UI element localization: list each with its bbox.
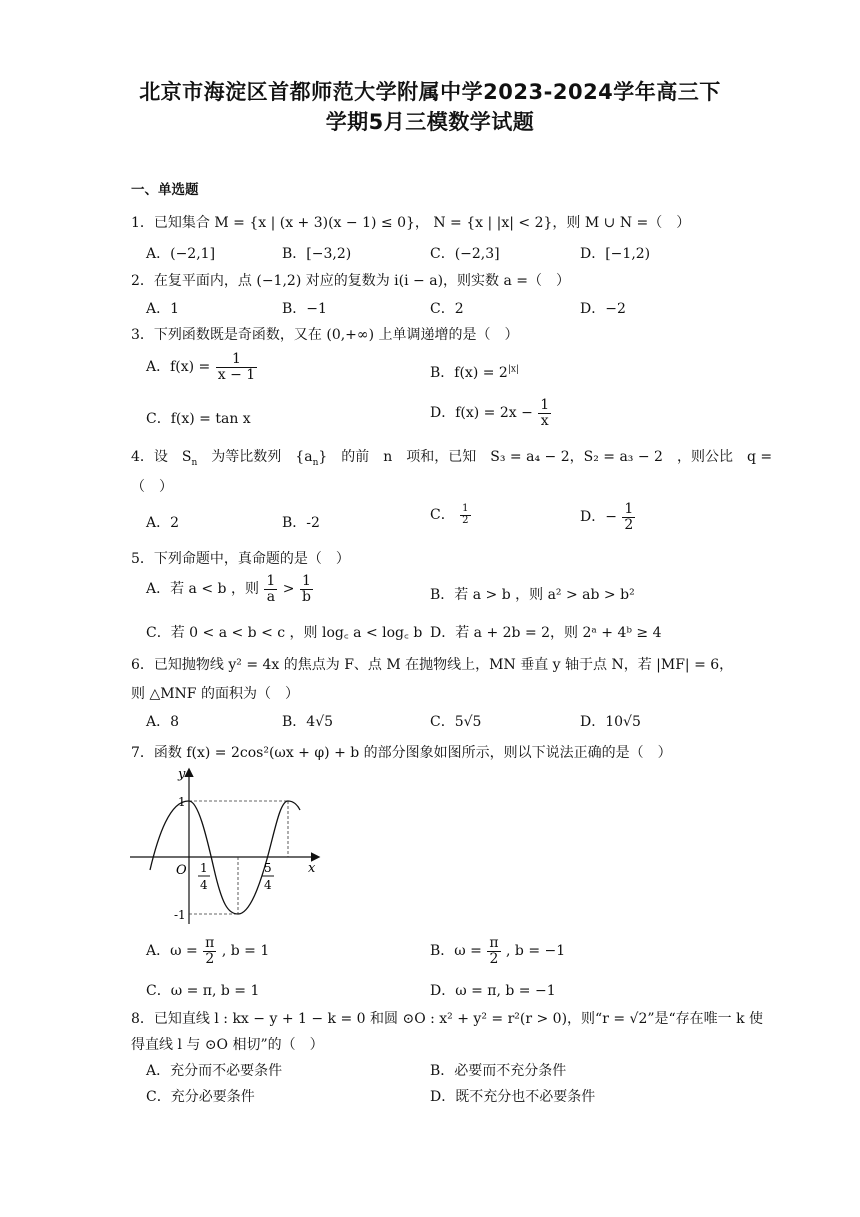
question-5-stem: 5．下列命题中，真命题的是（ ）	[131, 551, 350, 567]
q5-option-a-numerator-1: 1	[266, 573, 276, 589]
q2-option-c: C．2	[430, 301, 464, 317]
q8-option-d: D．既不充分也不必要条件	[430, 1089, 596, 1105]
q5-option-b: B．若 a > b ，则 a² > ab > b²	[430, 587, 635, 603]
q7-option-b	[430, 936, 565, 966]
q3-option-d-denominator: x	[540, 412, 549, 429]
q8-option-a: A．充分而不必要条件	[146, 1063, 283, 1079]
q4-option-c-numerator: 1	[462, 503, 469, 514]
question-4-stem-line-2: （ ）	[131, 479, 173, 495]
q7-option-b-fraction	[487, 936, 500, 966]
q7-option-c: C．ω = π, b = 1	[146, 983, 260, 999]
q4-option-c-denominator: 2	[462, 514, 469, 526]
q3-option-b	[430, 362, 519, 382]
question-8-line-1: 8．已知直线 l : kx − y + 1 − k = 0 和圆 ⊙O : x² + y² = r²(r > 0)，则“r = √2”是“存在唯一 k 使	[131, 1011, 764, 1027]
q3-option-a-prefix: A．f(x) =	[146, 359, 211, 376]
x-tick-1-denominator: 4	[200, 878, 208, 892]
q5-option-c: C．若 0 < a < b < c ，则 log꜀ a < log꜀ b	[146, 625, 423, 641]
q4-stem-part-2: 为等比数列 {a	[197, 449, 313, 465]
function-graph	[128, 764, 328, 930]
q5-option-a-numerator-2: 1	[300, 574, 313, 590]
question-2-stem: 2．在复平面内，点 (−1,2) 对应的复数为 i(i − a)，则实数 a =（ ）	[131, 273, 571, 289]
x-tick-2-denominator: 4	[264, 878, 272, 892]
q7-option-a-fraction	[203, 936, 216, 966]
q7-option-b-numerator: π	[489, 935, 499, 951]
question-7-stem: 7．函数 f(x) = 2cos²(ωx + φ) + b 的部分图象如图所示，则以下说法正确的是（ ）	[131, 745, 672, 761]
q5-option-a-denominator-2: b	[301, 588, 311, 605]
q4-stem-sub-1: n	[191, 457, 198, 468]
q4-option-d-fraction	[622, 502, 635, 532]
question-3-stem: 3．下列函数既是奇函数，又在 (0,+∞) 上单调递增的是（ ）	[131, 327, 519, 343]
q1-option-a: A．(−2,1]	[146, 246, 216, 262]
q4-option-c-prefix: C．	[430, 507, 455, 523]
q4-option-c	[430, 504, 472, 526]
title-line-2: 学期5月三模数学试题	[325, 110, 535, 134]
question-6-line-2: 则 △MNF 的面积为（ ）	[131, 686, 299, 702]
q7-option-a-prefix: A．ω =	[146, 943, 198, 960]
x-tick-1-numerator: 1	[200, 861, 208, 875]
q2-option-a: A．1	[146, 301, 180, 317]
q7-option-b-denominator: 2	[489, 950, 499, 967]
q8-option-c: C．充分必要条件	[146, 1089, 255, 1105]
q4-option-d-denominator: 2	[624, 516, 634, 533]
q8-option-b: B．必要而不充分条件	[430, 1063, 567, 1079]
q3-option-b-exponent: |x|	[507, 364, 519, 375]
q4-option-b: B．-2	[282, 515, 320, 531]
title-line-1: 北京市海淀区首都师范大学附属中学2023-2024学年高三下	[139, 80, 721, 104]
q7-option-a-suffix: , b = 1	[221, 943, 270, 960]
q3-option-d	[430, 398, 552, 428]
q4-stem-part-1: 4．设 S	[131, 449, 192, 465]
q7-option-d: D．ω = π, b = −1	[430, 983, 556, 999]
q4-option-a: A．2	[146, 515, 180, 531]
q5-option-a-relation: >	[282, 581, 295, 598]
q6-option-b: B．4√5	[282, 714, 334, 730]
q5-option-a	[146, 574, 314, 604]
q3-option-d-numerator: 1	[540, 397, 550, 413]
q5-option-a-fraction-1	[264, 574, 277, 604]
q4-option-c-fraction	[460, 504, 470, 526]
q7-option-b-prefix: B．ω =	[430, 943, 482, 960]
q5-option-a-denominator-1: a	[266, 588, 276, 605]
q5-option-a-fraction-2	[300, 574, 313, 604]
q7-option-b-suffix: , b = −1	[506, 943, 566, 960]
q4-stem-part-3: } 的前 n 项和，已知 S₃ = a₄ − 2，S₂ = a₃ − 2 ，则公比 q =	[318, 449, 773, 465]
y-max-label: 1	[178, 795, 186, 809]
q1-option-b: B．[−3,2)	[282, 246, 352, 262]
q3-option-c: C．f(x) = tan x	[146, 411, 251, 427]
q1-option-c: C．(−2,3]	[430, 246, 500, 262]
q4-option-d-numerator: 1	[624, 501, 634, 517]
q7-option-a-numerator: π	[205, 935, 215, 951]
q3-option-b-text: B．f(x) = 2	[430, 365, 508, 381]
q4-stem-sub-2: n	[312, 457, 319, 468]
q7-option-a-denominator: 2	[205, 950, 215, 967]
question-4-stem	[131, 446, 773, 468]
q7-option-a	[146, 936, 269, 966]
q4-option-d	[580, 502, 636, 532]
q4-option-d-prefix: D．−	[580, 509, 617, 526]
x-tick-2-numerator: 5	[264, 861, 272, 875]
question-1-stem: 1．已知集合 M = {x | (x + 3)(x − 1) ≤ 0}， N = {x | |x| < 2}，则 M ∪ N =（ ）	[131, 215, 691, 231]
q3-option-a-numerator: 1	[216, 352, 257, 368]
origin-label: O	[176, 863, 187, 878]
section-heading: 一、单选题	[131, 182, 199, 198]
y-axis-label: y	[178, 767, 186, 782]
question-6-line-1: 6．已知抛物线 y² = 4x 的焦点为 F、点 M 在抛物线上，MN 垂直 y 轴于点 N，若 |MF| = 6，	[131, 657, 734, 673]
q3-option-a-denominator: x − 1	[217, 366, 256, 383]
q1-option-d: D．[−1,2)	[580, 246, 651, 262]
y-min-label: -1	[174, 908, 186, 922]
question-8-line-2: 得直线 l 与 ⊙O 相切”的（ ）	[131, 1037, 324, 1053]
q3-option-a-fraction	[216, 352, 257, 382]
x-axis-label: x	[308, 861, 316, 876]
q6-option-c: C．5√5	[430, 714, 482, 730]
q3-option-d-prefix: D．f(x) = 2x −	[430, 405, 533, 422]
q5-option-a-prefix: A．若 a < b ，则	[146, 581, 259, 598]
q5-option-d: D．若 a + 2b = 2，则 2ᵃ + 4ᵇ ≥ 4	[430, 625, 662, 641]
q2-option-d: D．−2	[580, 301, 626, 317]
q6-option-a: A．8	[146, 714, 180, 730]
q3-option-d-fraction	[538, 398, 551, 428]
q2-option-b: B．−1	[282, 301, 327, 317]
q3-option-a	[146, 352, 258, 382]
q6-option-d: D．10√5	[580, 714, 641, 730]
